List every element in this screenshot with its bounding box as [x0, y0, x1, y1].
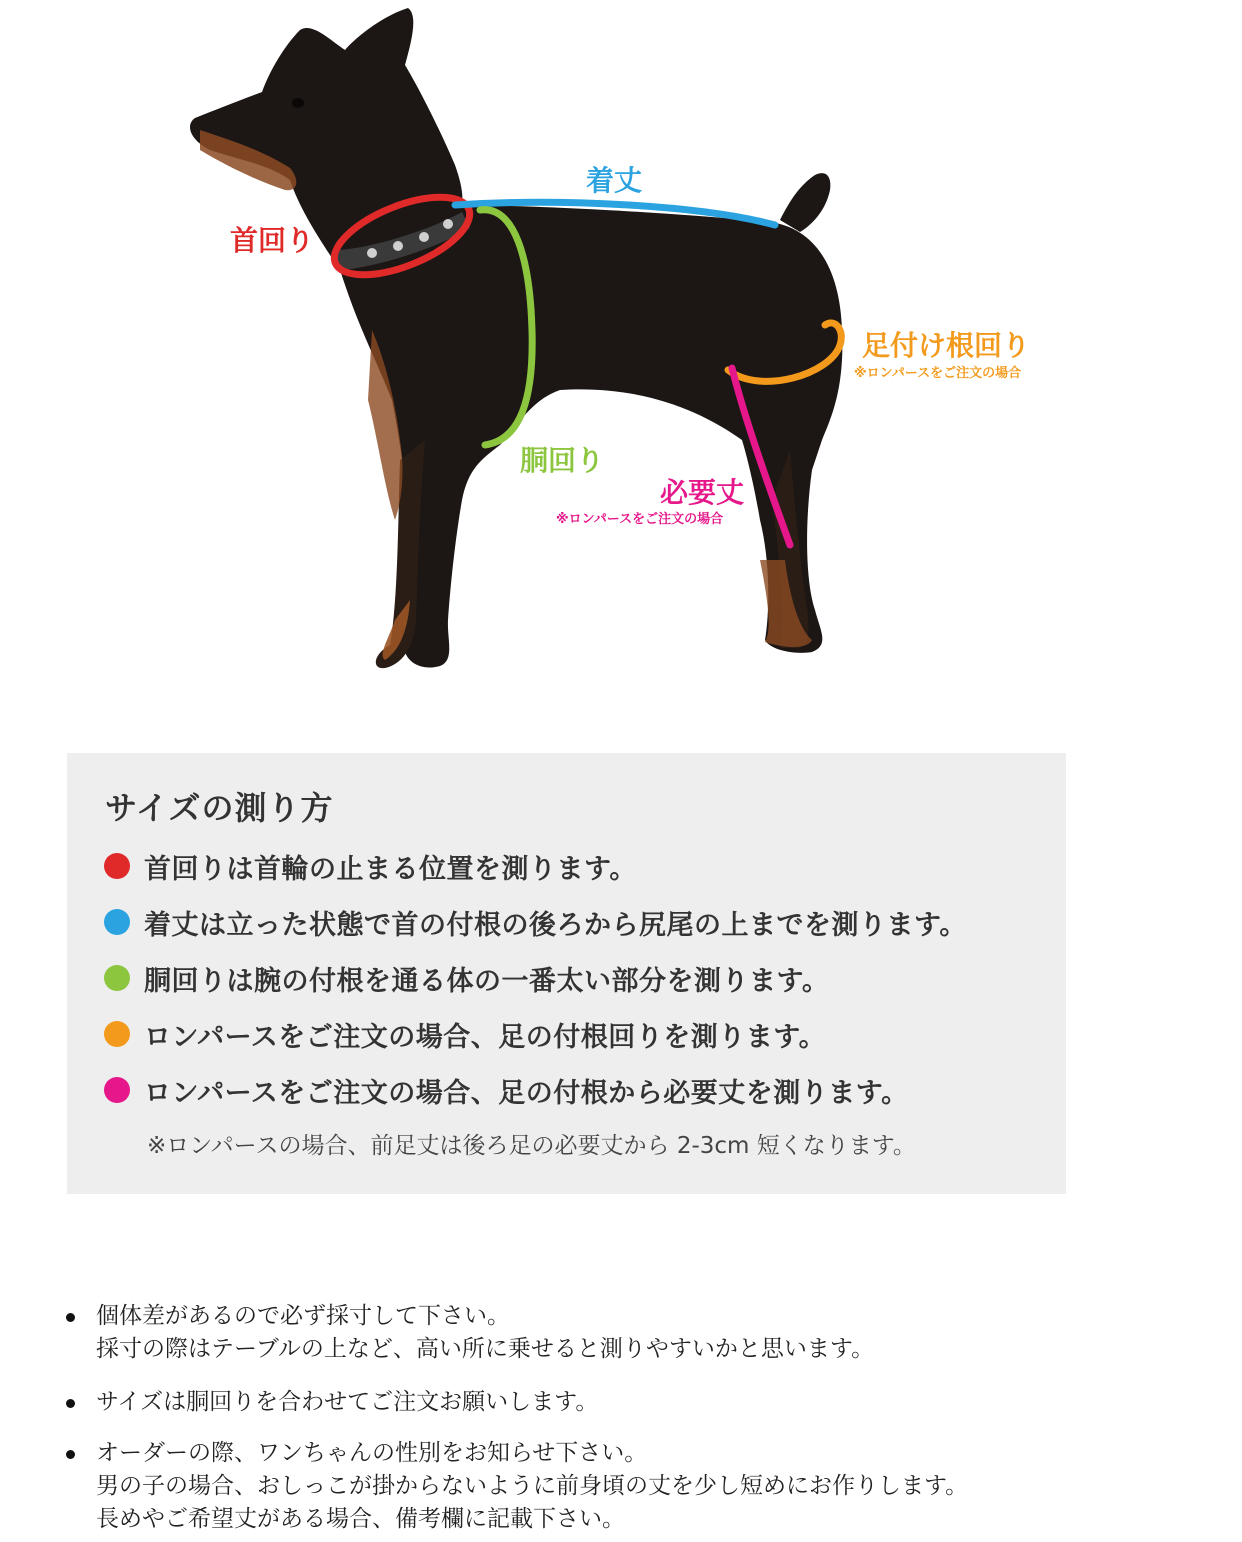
blue-dot-icon — [104, 909, 130, 935]
guide-item-text: 首回りは首輪の止まる位置を測ります。 — [144, 853, 637, 885]
guide-item-chest — [104, 958, 829, 998]
note-line: オーダーの際、ワンちゃんの性別をお知らせ下さい。 — [96, 1440, 648, 1466]
guide-item-text: ロンパースをご注文の場合、足の付根から必要丈を測ります。 — [144, 1077, 909, 1109]
note-line: サイズは胴回りを合わせてご注文お願いします。 — [96, 1389, 599, 1415]
leg-base-label: 足付け根回り — [862, 329, 1031, 362]
notes-list — [60, 1300, 1210, 1536]
note-item-gender — [60, 1437, 1210, 1536]
note-line: 長めやご希望丈がある場合、備考欄に記載下さい。 — [96, 1506, 625, 1532]
guide-item-text: ロンパースをご注文の場合、足の付根回りを測ります。 — [144, 1021, 827, 1053]
guide-item-leg-base — [104, 1014, 826, 1054]
guide-item-text: 胴回りは腕の付根を通る体の一番太い部分を測ります。 — [144, 965, 830, 997]
leg-base-note: ※ロンパースをご注文の場合 — [854, 366, 1022, 381]
dog-silhouette — [190, 8, 842, 668]
bullet-icon — [66, 1313, 75, 1322]
chest-label: 胴回り — [520, 444, 605, 477]
dog-measurement-diagram — [0, 0, 1242, 720]
neck-label: 首回り — [230, 224, 315, 257]
measurement-guide-box — [67, 753, 1066, 1194]
bullet-icon — [66, 1399, 75, 1408]
note-item-size — [60, 1386, 1210, 1419]
pink-dot-icon — [104, 1077, 130, 1103]
note-line: 男の子の場合、おしっこが掛からないように前身頃の丈を少し短めにお作りします。 — [96, 1473, 969, 1499]
note-line: 個体差があるので必ず採寸して下さい。 — [96, 1303, 510, 1329]
note-item-measure — [60, 1300, 1210, 1366]
orange-dot-icon — [104, 1021, 130, 1047]
guide-item-neck — [104, 846, 637, 886]
length-label: 着丈 — [586, 164, 643, 197]
leg-length-label: 必要丈 — [660, 476, 745, 509]
guide-footnote: ※ロンパースの場合、前足丈は後ろ足の必要丈から 2-3cm 短くなります。 — [147, 1133, 916, 1159]
green-dot-icon — [104, 965, 130, 991]
guide-title: サイズの測り方 — [105, 789, 334, 827]
leg-length-note: ※ロンパースをご注文の場合 — [556, 512, 724, 527]
note-line: 採寸の際はテーブルの上など、高い所に乗せると測りやすいかと思います。 — [96, 1336, 875, 1362]
guide-item-text: 着丈は立った状態で首の付根の後ろから尻尾の上までを測ります。 — [144, 909, 967, 941]
bullet-icon — [66, 1450, 75, 1459]
guide-item-length — [104, 902, 967, 942]
guide-item-leg-length — [104, 1070, 909, 1110]
red-dot-icon — [104, 853, 130, 879]
